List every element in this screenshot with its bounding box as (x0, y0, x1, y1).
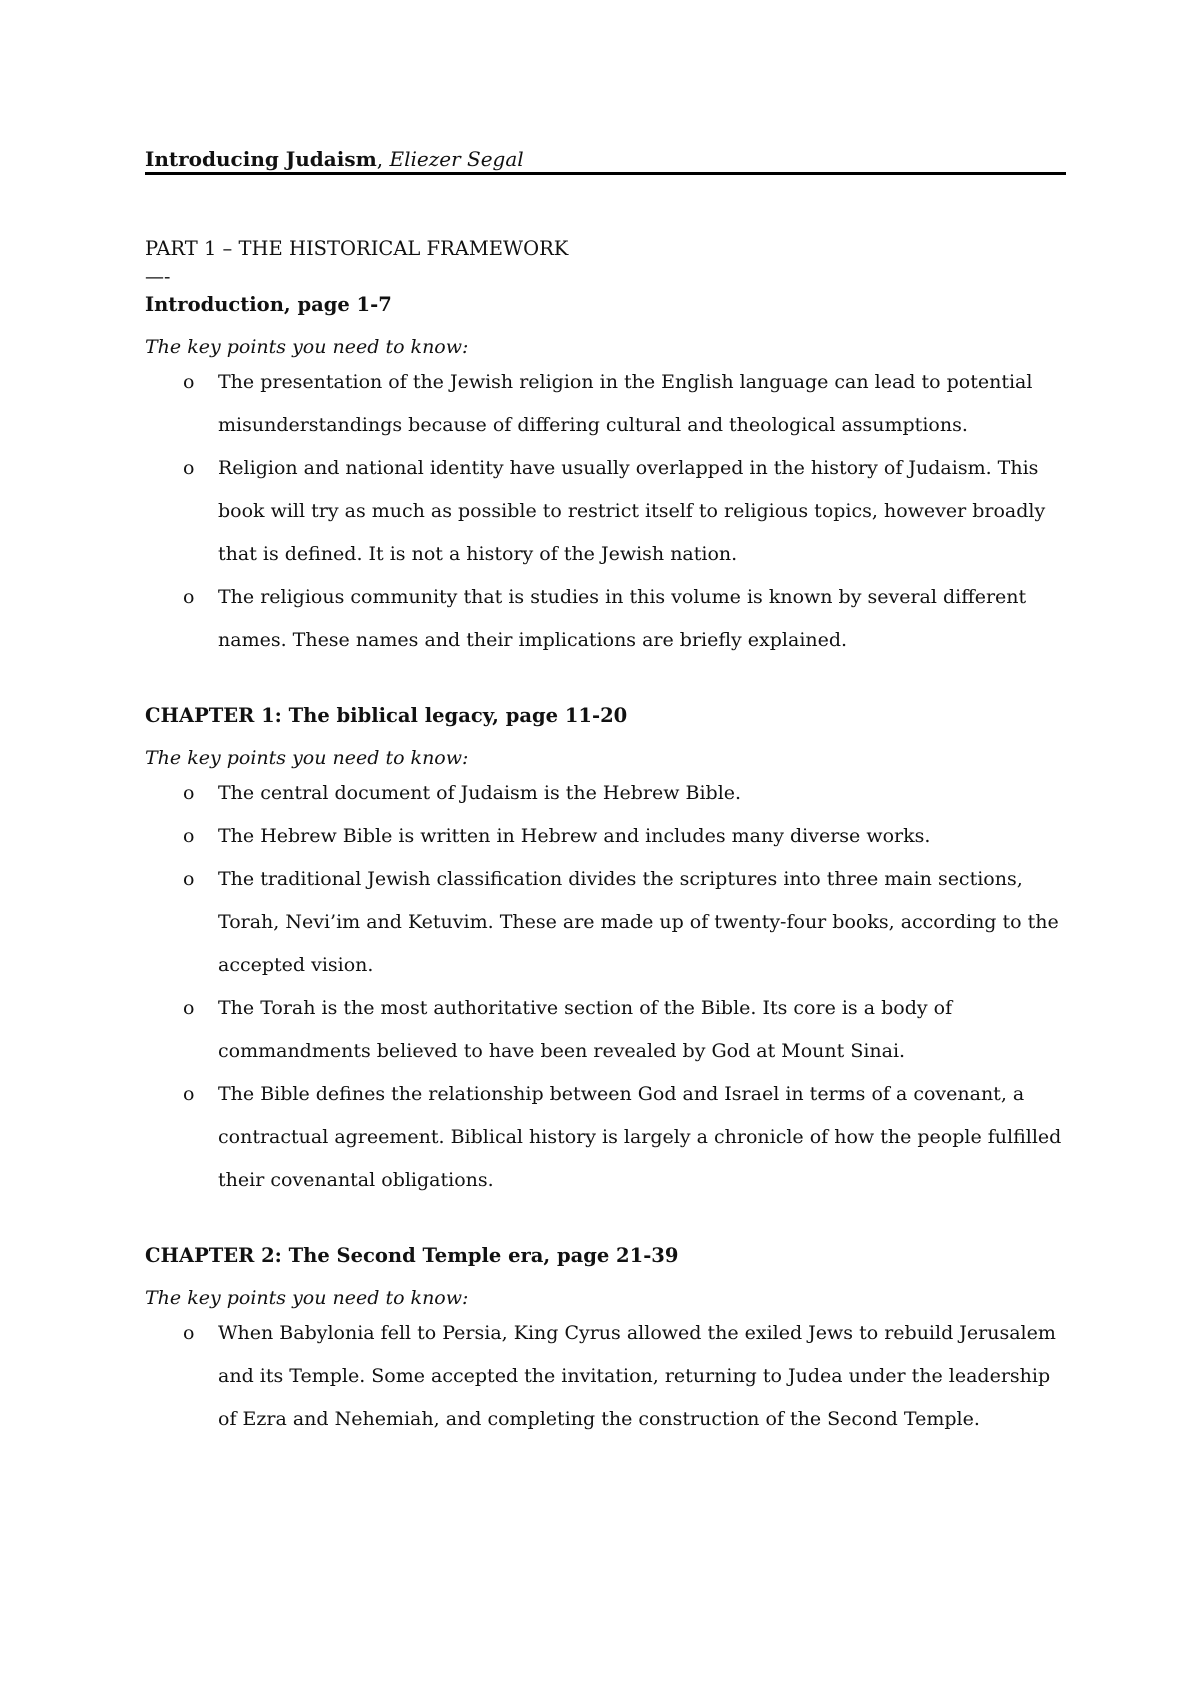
section-introduction (145, 291, 1065, 662)
header-rule (145, 172, 1066, 175)
part-dash: —- (145, 266, 171, 288)
list-item-text: The Bible defines the relationship between God and Israel in terms of a covenant, a contractual agreement. Biblical history is largely a chronicle of how the people fulfilled their covenantal obligations. (218, 1083, 1062, 1191)
bullet-marker: o (183, 997, 195, 1019)
book-title: Introducing Judaism (145, 147, 377, 171)
list-item-text: Religion and national identity have usually overlapped in the history of Judaism. This book will try as much as possible to restrict itself to religious topics, however broadly that is defined. It is not a history of the Jewish nation. (218, 457, 1046, 565)
section-chapter-2 (145, 1242, 1065, 1441)
bullet-marker: o (183, 457, 195, 479)
list-item-text: The presentation of the Jewish religion in the English language can lead to potential misunderstandings because of differing cultural and theological assumptions. (218, 371, 1033, 436)
list-item-text: When Babylonia fell to Persia, King Cyrus allowed the exiled Jews to rebuild Jerusalem and its Temple. Some accepted the invitation, returning to Judea under the leadership of Ezra and Nehemiah, and completing the construction of the Second Temple. (218, 1322, 1056, 1430)
list-item-text: The traditional Jewish classification divides the scriptures into three main sections, Torah, Nevi’im and Ketuvim. These are made up of twenty-four books, according to the accepted vision. (218, 868, 1059, 976)
key-points-label: The key points you need to know: (145, 1287, 469, 1309)
bullet-marker: o (183, 586, 195, 608)
document-body (145, 235, 1065, 1441)
book-author: Eliezer Segal (389, 147, 524, 171)
spacer (145, 1202, 1065, 1242)
key-points-list (145, 1312, 1065, 1441)
header-separator: , (376, 147, 390, 171)
list-item-text: The religious community that is studies in this volume is known by several different names. These names and their implications are briefly explained. (218, 586, 1027, 651)
list-item (145, 447, 1065, 576)
list-item (145, 987, 1065, 1073)
section-heading: Introduction, page 1-7 (145, 293, 392, 316)
document-header (145, 145, 1065, 173)
list-item (145, 815, 1065, 858)
key-points-list (145, 772, 1065, 1202)
list-item (145, 858, 1065, 987)
bullet-marker: o (183, 1322, 195, 1344)
key-points-label: The key points you need to know: (145, 336, 469, 358)
bullet-marker: o (183, 782, 195, 804)
list-item-text: The Torah is the most authoritative section of the Bible. Its core is a body of commandments believed to have been revealed by God at Mount Sinai. (218, 997, 953, 1062)
list-item-text: The central document of Judaism is the Hebrew Bible. (218, 782, 742, 804)
section-heading: CHAPTER 2: The Second Temple era, page 21-39 (145, 1244, 679, 1267)
section-heading: CHAPTER 1: The biblical legacy, page 11-20 (145, 704, 628, 727)
section-chapter-1 (145, 702, 1065, 1202)
list-item (145, 1312, 1065, 1441)
list-item-text: The Hebrew Bible is written in Hebrew and includes many diverse works. (218, 825, 931, 847)
list-item (145, 576, 1065, 662)
bullet-marker: o (183, 1083, 195, 1105)
bullet-marker: o (183, 371, 195, 393)
part-heading: PART 1 – THE HISTORICAL FRAMEWORK (145, 237, 569, 260)
bullet-marker: o (183, 868, 195, 890)
list-item (145, 1073, 1065, 1202)
bullet-marker: o (183, 825, 195, 847)
key-points-label: The key points you need to know: (145, 747, 469, 769)
list-item (145, 772, 1065, 815)
list-item (145, 361, 1065, 447)
key-points-list (145, 361, 1065, 662)
spacer (145, 662, 1065, 702)
